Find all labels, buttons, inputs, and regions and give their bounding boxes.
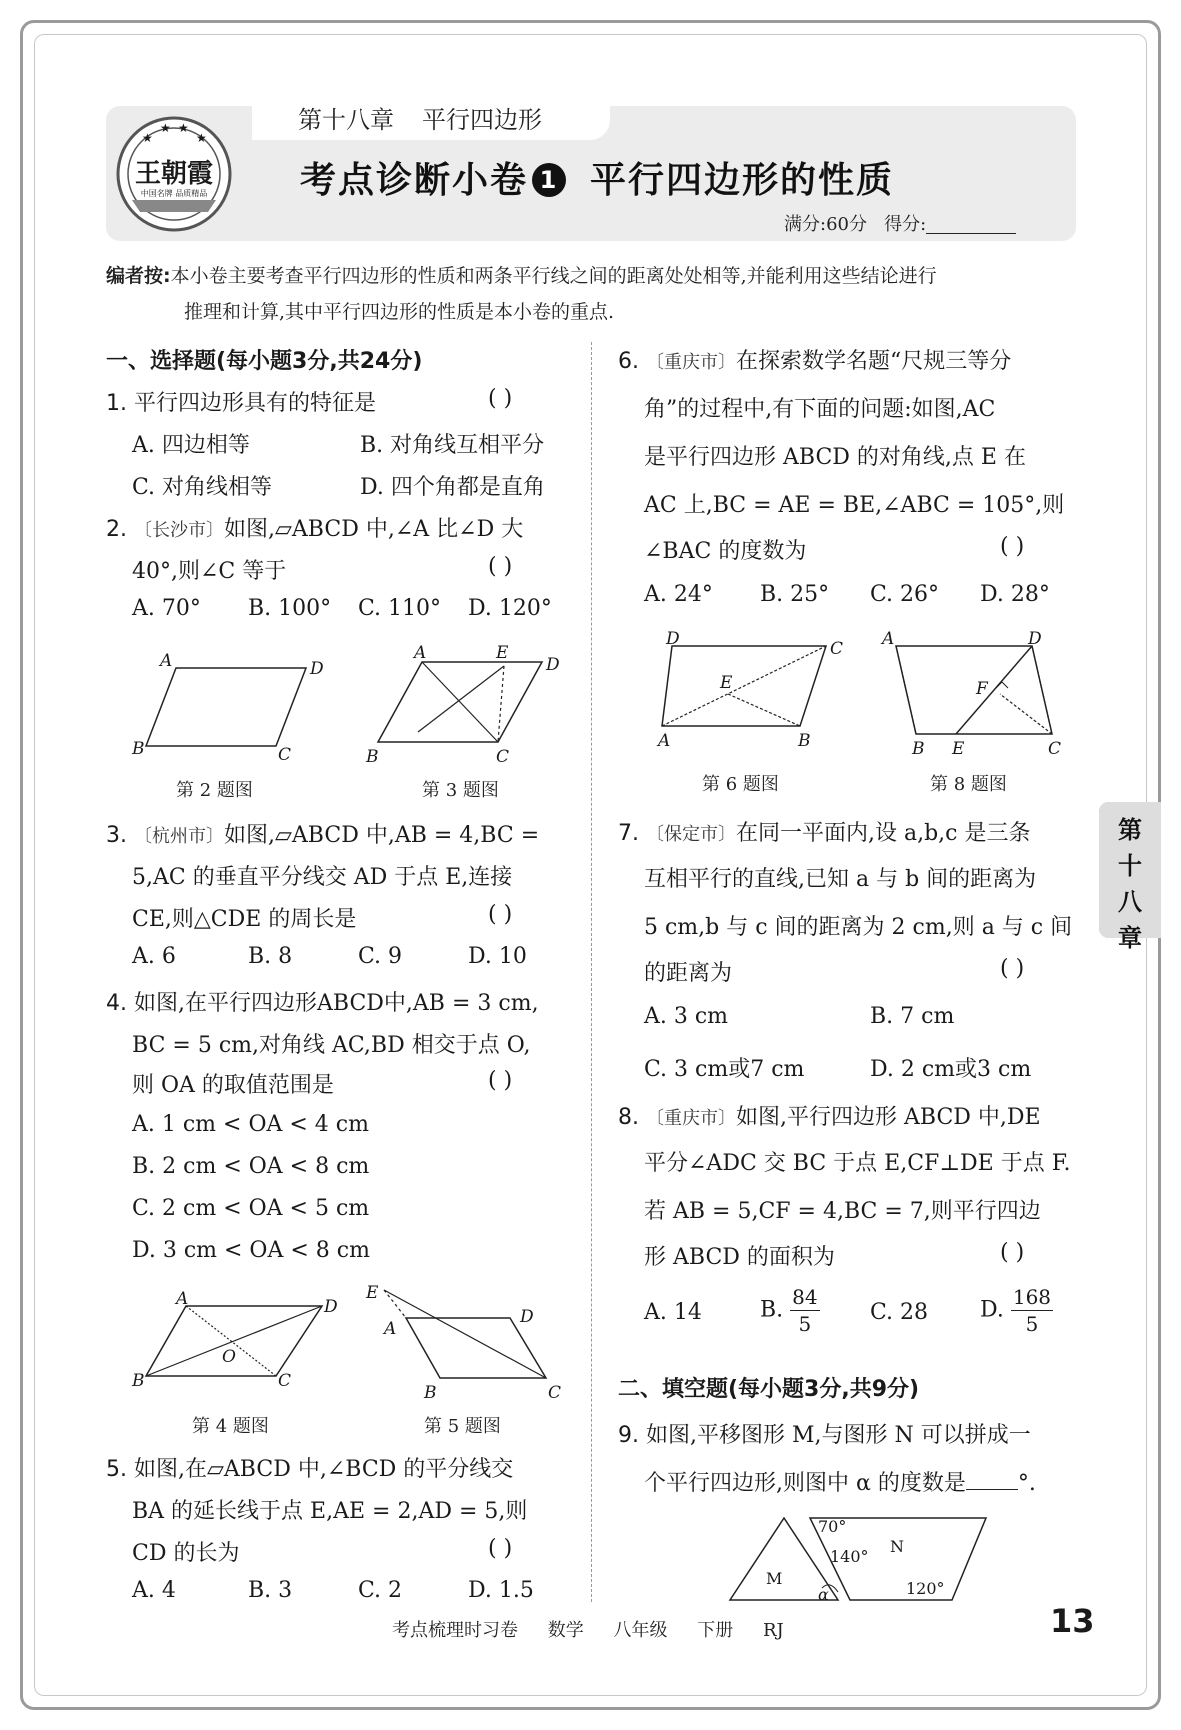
fig9-angle-70: 70° [818,1517,847,1536]
q8-option-c: C. 28 [870,1300,929,1325]
q1-number: 1. [106,391,127,416]
fig5-segment-ea [384,1290,406,1318]
q8-option-d-label: D. [980,1297,1004,1323]
q3-answer-paren[interactable]: ( ) [488,902,513,927]
svg-text:★: ★ [178,121,189,135]
column-divider [591,342,592,1602]
q2-option-b: B. 100° [248,596,332,621]
figure-5 [360,1278,580,1408]
q8-line2: 平分∠ADC 交 BC 于点 E,CF⊥DE 于点 F. [644,1151,1071,1176]
q3-line3: CE,则△CDE 的周长是 [132,907,357,932]
logo-text: 王朝霞 [134,159,214,189]
fig9-label-m: M [766,1569,783,1588]
section2-title: 二、填空题(每小题3分,共9分) [618,1377,920,1402]
q5-line2: BA 的延长线于点 E,AE = 2,AD = 5,则 [132,1499,528,1524]
fig3-segment-ce [498,666,504,742]
q6-line4: AC 上,BC = AE = BE,∠ABC = 105°,则 [644,493,1065,518]
q2-option-a: A. 70° [132,596,201,621]
fig8-label-a: A [882,630,895,649]
fig6-label-e: E [720,673,733,693]
fig3-bisector [418,666,504,732]
q6-number: 6. [618,349,639,374]
q8-line3: 若 AB = 5,CF = 4,BC = 7,则平行四边 [644,1199,1041,1224]
q6-option-b: B. 25° [760,582,830,607]
q5-option-d: D. 1.5 [468,1578,534,1603]
editor-label: 编者按: [106,265,171,287]
q5-option-c: C. 2 [358,1578,403,1603]
q8-option-d [980,1284,1053,1337]
q7-option-a: A. 3 cm [644,1004,729,1029]
footer-subject: 数学 [547,1620,584,1641]
score-label: 得分: [884,214,927,235]
score-line [784,210,1016,236]
q9-answer-blank[interactable] [966,1470,1018,1490]
fig5-caption: 第 5 题图 [424,1416,501,1437]
fig6-label-a: A [658,731,671,751]
fig5-label-b: B [424,1383,437,1403]
fig3-label-b: B [366,747,379,766]
figure-4 [126,1286,346,1396]
q2-option-d: D. 120° [468,596,552,621]
footer-edition: RJ [762,1620,784,1641]
fig6-label-b: B [798,731,811,751]
side-tab-char-4: 章 [1118,924,1142,952]
q3-line1: 如图,▱ABCD 中,AB = 4,BC = [224,823,540,848]
q3-number: 3. [106,823,127,848]
q8-option-b-label: B. [760,1297,784,1323]
q7-option-c: C. 3 cm或7 cm [644,1057,805,1082]
fig8-parallelogram [896,646,1052,734]
q4-answer-paren[interactable]: ( ) [488,1068,513,1093]
q1-option-c: C. 对角线相等 [132,475,273,500]
fig9-label-n: N [890,1537,904,1556]
q9-line1: 如图,平移图形 M,与图形 N 可以拼成一 [646,1423,1031,1448]
fig2-label-b: B [132,739,145,759]
q8-option-b [760,1284,820,1337]
editor-line1: 本小卷主要考查平行四边形的性质和两条平行线之间的距离处处相等,并能利用这些结论进行 [170,265,937,287]
side-tab-char-1: 第 [1118,816,1142,844]
q1-option-d: D. 四个角都是直角 [360,475,545,500]
q6-line5: ∠BAC 的度数为 [644,539,807,564]
figure-8 [876,630,1076,760]
figure-6 [650,630,860,760]
fig4-label-c: C [278,1371,292,1391]
footer-volume: 下册 [697,1620,734,1641]
q6-source: 〔重庆市〕 [646,352,736,373]
footer-grade: 八年级 [613,1620,668,1641]
logo-subtext: 中国名牌 品质精品 [140,189,208,198]
svg-text:★: ★ [196,131,207,145]
q9-number: 9. [618,1423,639,1448]
fig4-label-o: O [222,1347,236,1367]
q6-option-d: D. 28° [980,582,1050,607]
fig9-angle-140: 140° [830,1547,869,1566]
q7-source: 〔保定市〕 [646,824,736,845]
q1-option-a: A. 四边相等 [132,433,250,458]
q8-option-b-fraction [790,1284,819,1337]
figure-2 [126,650,336,760]
q3-option-d: D. 10 [468,944,527,969]
fig6-label-d: D [666,630,680,649]
q8-stem [618,1100,1041,1131]
fig4-label-b: B [132,1371,145,1391]
q8-option-a: A. 14 [644,1300,702,1325]
q5-option-a: A. 4 [132,1578,176,1603]
fig8-label-c: C [1048,739,1062,759]
q4-line2: BC = 5 cm,对角线 AC,BD 相交于点 O, [132,1033,531,1058]
q4-number: 4. [106,991,127,1016]
q5-answer-paren[interactable]: ( ) [488,1536,513,1561]
q3-option-b: B. 8 [248,944,293,969]
fig2-caption: 第 2 题图 [176,780,253,801]
fig8-label-d: D [1028,630,1042,649]
fig8-segment-de [956,646,1032,734]
q2-source: 〔长沙市〕 [134,520,224,541]
paper-title [300,152,894,203]
q6-line3: 是平行四边形 ABCD 的对角线,点 E 在 [644,445,1026,470]
fig6-diagonal-ac [662,646,826,726]
q9-line2 [644,1466,1036,1497]
fig5-label-c: C [548,1383,562,1403]
svg-text:★: ★ [160,121,171,135]
fig8-label-e: E [952,739,965,759]
q4-stem [106,986,539,1017]
q6-option-a: A. 24° [644,582,713,607]
full-score: 满分:60分 [784,214,867,235]
publisher-logo [112,112,236,236]
fig3-label-d: D [546,655,560,675]
svg-text:★: ★ [142,131,153,145]
fig3-label-c: C [496,747,510,766]
fig6-segment-be [728,694,800,726]
q1-stem [106,386,376,417]
fig8-label-b: B [912,739,925,759]
q3-stem [106,818,539,849]
fig8-caption: 第 8 题图 [930,774,1007,795]
q9-line2-text: 个平行四边形,则图中 α 的度数是 [644,1471,966,1496]
q1-option-b: B. 对角线互相平分 [360,433,545,458]
q8-option-b-denominator: 5 [798,1312,812,1336]
fig3-label-e: E [496,643,509,663]
editor-line2: 推理和计算,其中平行四边形的性质是本小卷的重点. [184,301,615,323]
chapter-topic: 平行四边形 [422,106,542,134]
q7-line1: 在同一平面内,设 a,b,c 是三条 [736,821,1031,846]
q7-option-d: D. 2 cm或3 cm [870,1057,1032,1082]
q3-option-a: A. 6 [132,944,176,969]
q1-text: 平行四边形具有的特征是 [134,391,377,416]
q8-source: 〔重庆市〕 [646,1108,736,1129]
figure-3 [358,636,568,766]
q9-stem [618,1418,1031,1449]
footer-series: 考点梳理时习卷 [392,1620,518,1641]
q3-line2: 5,AC 的垂直平分线交 AD 于点 E,连接 [132,865,513,890]
q6-option-c: C. 26° [870,582,940,607]
q4-option-c: C. 2 cm < OA < 5 cm [132,1196,370,1221]
q4-option-a: A. 1 cm < OA < 4 cm [132,1112,369,1137]
fig6-caption: 第 6 题图 [702,774,779,795]
q5-line3: CD 的长为 [132,1541,240,1566]
fig3-diagonal-ac [422,662,498,742]
fig2-label-c: C [278,745,292,760]
q6-stem [618,344,1011,375]
q8-number: 8. [618,1105,639,1130]
q8-line4: 形 ABCD 的面积为 [644,1245,835,1270]
q2-stem [106,512,523,543]
q7-line3: 5 cm,b 与 c 间的距离为 2 cm,则 a 与 c 间 [644,915,1073,940]
score-blank[interactable] [926,216,1016,234]
q7-option-b: B. 7 cm [870,1004,955,1029]
page-number: 13 [1050,1602,1095,1640]
q4-line1: 如图,在平行四边形ABCD中,AB = 3 cm, [134,991,539,1016]
side-tab-char-2: 十 [1118,852,1142,880]
q2-answer-paren[interactable]: ( ) [488,554,513,579]
q6-line2: 角”的过程中,有下面的问题:如图,AC [644,397,996,422]
fig2-parallelogram [146,668,306,746]
figure-9 [726,1508,996,1604]
q8-option-d-fraction [1011,1284,1053,1337]
q5-number: 5. [106,1457,127,1482]
q4-option-b: B. 2 cm < OA < 8 cm [132,1154,370,1179]
fig5-parallelogram [406,1318,546,1378]
fig2-label-a: A [160,651,173,671]
q7-line4: 的距离为 [644,961,733,986]
fig5-label-a: A [384,1319,397,1339]
q7-line2: 互相平行的直线,已知 a 与 b 间的距离为 [644,867,1037,892]
fig4-caption: 第 4 题图 [192,1416,269,1437]
q4-option-d: D. 3 cm < OA < 8 cm [132,1238,370,1263]
q9-line2-end: °. [1017,1471,1036,1496]
fig9-label-alpha: α [818,1585,829,1604]
q5-line1: 如图,在▱ABCD 中,∠BCD 的平分线交 [134,1457,514,1482]
fig6-label-c: C [830,639,844,659]
q6-line1: 在探索数学名题“尺规三等分 [736,349,1012,374]
q5-stem [106,1452,513,1483]
paper-number: 1 [532,163,566,197]
fig5-segment-ec [384,1290,546,1378]
fig4-label-a: A [176,1289,189,1309]
fig9-angle-120: 120° [906,1579,945,1598]
q2-number: 2. [106,517,127,542]
editor-note [106,258,1076,330]
side-tab-text [1099,802,1161,952]
q5-option-b: B. 3 [248,1578,293,1603]
fig8-label-f: F [976,679,988,699]
q7-answer-paren[interactable]: ( ) [1000,956,1025,981]
q6-answer-paren[interactable]: ( ) [1000,534,1025,559]
chapter-label: 第十八章 [298,106,394,134]
fig5-label-d: D [520,1307,534,1327]
fig3-caption: 第 3 题图 [422,780,499,801]
q7-stem [618,816,1031,847]
footer [392,1616,808,1642]
q2-option-c: C. 110° [358,596,442,621]
q2-line1: 如图,▱ABCD 中,∠A 比∠D 大 [224,517,524,542]
side-tab-char-3: 八 [1118,888,1142,916]
paper-title-text: 平行四边形的性质 [590,160,895,201]
paper-prefix: 考点诊断小卷 [300,160,529,201]
fig2-label-d: D [310,659,324,679]
q2-line2: 40°,则∠C 等于 [132,559,287,584]
q3-option-c: C. 9 [358,944,403,969]
section1-title: 一、选择题(每小题3分,共24分) [106,349,423,374]
fig4-label-d: D [324,1297,338,1317]
q8-line1: 如图,平行四边形 ABCD 中,DE [736,1105,1041,1130]
chapter-side-tab [1099,802,1161,952]
fig5-label-e: E [366,1283,379,1303]
q8-answer-paren[interactable]: ( ) [1000,1240,1025,1265]
q8-option-b-numerator: 84 [792,1285,818,1309]
q8-option-d-denominator: 5 [1025,1312,1039,1336]
q3-source: 〔杭州市〕 [134,826,224,847]
q4-line3: 则 OA 的取值范围是 [132,1073,334,1098]
q7-number: 7. [618,821,639,846]
chapter-tab [252,100,610,140]
fig3-label-a: A [414,643,427,663]
q8-option-d-numerator: 168 [1012,1285,1052,1309]
q1-answer-paren[interactable]: ( ) [488,386,513,411]
